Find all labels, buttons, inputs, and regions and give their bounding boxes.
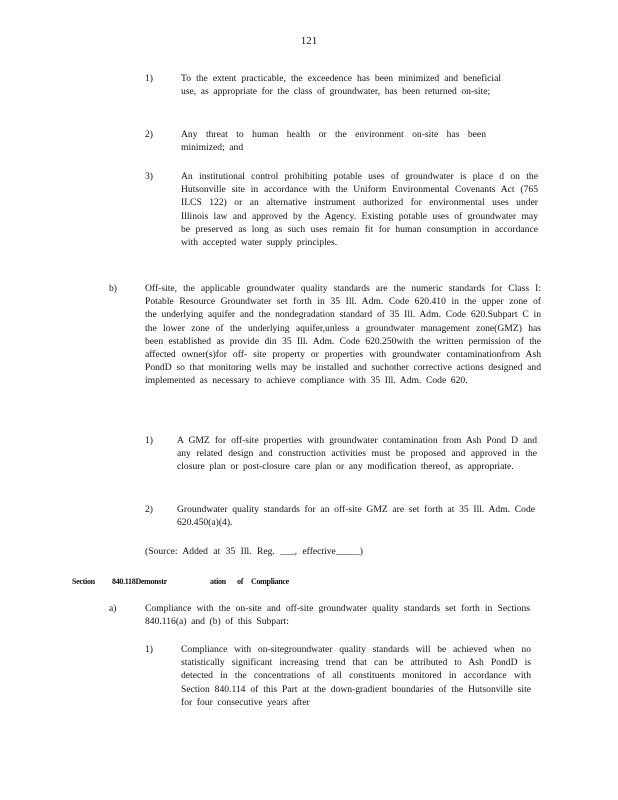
- list-item-label: 3): [145, 171, 153, 182]
- paragraph-label: a): [109, 603, 117, 614]
- list-item-text: A GMZ for off-site properties with groundwater contamination from Ash Pond D and any related design and construction activities must be proposed and approved in the closure plan or post-closure care plan or any modification thereof, as appropriate.: [177, 435, 537, 473]
- list-item-label: 2): [145, 129, 153, 140]
- section-heading-part: ation: [210, 577, 226, 586]
- list-item-text: Compliance with on-sitegroundwater quality standards will be achieved when no statistically significant increasing trend that can be attributed to Ash PondD is detected in the concentrations of all constituents monitored in accordance with Section 840.114 of this Part at the down-gradient boundaries of the Hutsonville site for four consecutive years after: [181, 644, 531, 708]
- list-item-label: 1): [145, 435, 153, 446]
- section-heading-number: 840.118Demonstr: [112, 577, 167, 586]
- page-number: 121: [300, 35, 318, 47]
- paragraph-text: Off-site, the applicable groundwater quality standards are the numeric standards for Class I: Potable Resource Groundwater set forth in 35 Ill. Adm. Code 620.410 in the upper zone of the underlying aquifer and the nondegradation standard of 35 Ill. Adm. Code 620.Subpart C in the lower zone of the underlying aquifer,unless a groundwater management zone(GMZ) has been established as provide din 35 Ill. Adm. Code 620.250with the written permission of the affected owner(s)for off- site property or properties with groundwater contaminationfrom Ash PondD so that monitoring wells may be installed and suchother corrective actions designed and implemented as necessary to achieve compliance with 35 Ill. Adm. Code 620.: [145, 283, 541, 387]
- list-item-text: Groundwater quality standards for an off-site GMZ are set forth at 35 Ill. Adm. Code 620.450(a)(4).: [177, 504, 535, 529]
- list-item-text: To the extent practicable, the exceedence has been minimized and beneficial use, as appropriate for the class of groundwater, has been returned on-site;: [181, 73, 501, 98]
- list-item-label: 2): [145, 504, 153, 515]
- paragraph-label: b): [109, 283, 117, 294]
- list-item-label: 1): [145, 73, 153, 84]
- paragraph-text: Compliance with the on-site and off-site groundwater quality standards set forth in Sections 840.116(a) and (b) of this Subpart:: [145, 603, 530, 628]
- section-heading-part: of: [237, 577, 244, 586]
- section-heading-part: Compliance: [251, 577, 289, 586]
- source-note: (Source: Added at 35 Ill. Reg. ___, effective_____): [145, 546, 363, 557]
- list-item-label: 1): [145, 644, 153, 655]
- list-item-text: Any threat to human health or the environment on-site has been minimized; and: [181, 129, 486, 154]
- list-item-text: An institutional control prohibiting potable uses of groundwater is place d on the Hutsonville site in accordance with the Uniform Environmental Covenants Act (765 ILCS 122) or an alternative instrument authorized for environmental uses under Illinois law and approved by the Agency. Existing potable uses of groundwater may be preserved as long as such uses remain fit for human consumption in accordance with accepted water supply principles.: [181, 171, 538, 249]
- section-heading-prefix: Section: [72, 577, 95, 586]
